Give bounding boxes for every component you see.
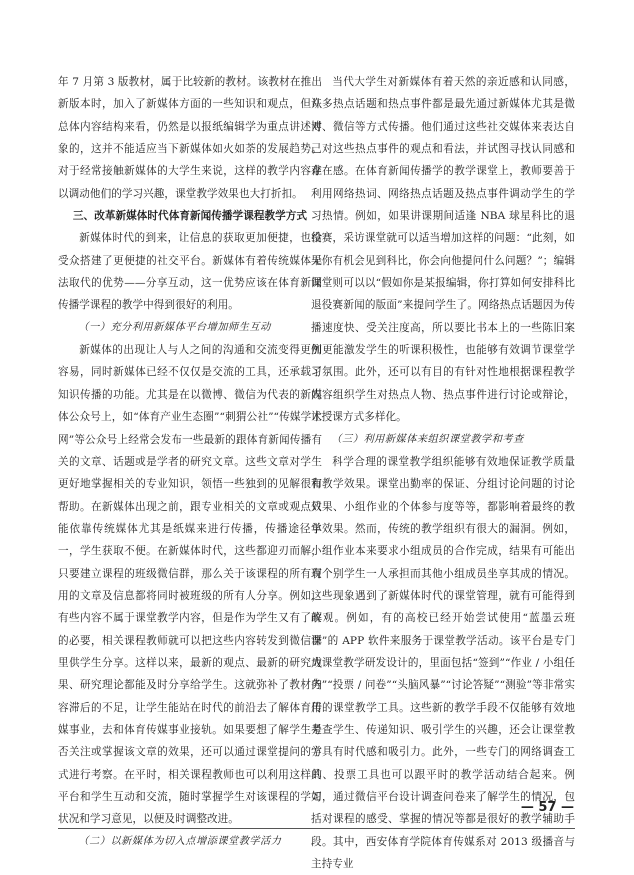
section-3-heading: 三、改革新媒体时代体育新闻传播学课程教学方式 <box>72 210 308 223</box>
subsection-3-heading: （三）利用新媒体来组织课堂教学和考查 <box>331 433 524 445</box>
subsection-2-heading: （二）以新媒体为切入点增添课堂教学活力 <box>78 835 282 847</box>
right-paragraph-2: 科学合理的课堂教学组织能够有效地保证教学质量和教学效果。课堂出勤率的保证、分组讨论问题的讨论效果、小组作业的个体参与度等等，都影响着最终的教学效果。然而，传统的教学组织有很大的漏洞。例如，小组作业本来要求小组成员的合作完成，结果有可能出现个别学生一人承担而其他小组成员坐享其成的情况。这些现象遇到了新媒体时代的课堂管理，就有可能得到改观。例如，有的高校已经开始尝试使用“蓝墨云班课”的 APP 软件来服务于课堂教学活动。该平台是专门为课堂教学研发设计的，里面包括“签到”“作业 / 小组任务”“投票 / 问卷”“头脑风暴”“讨论答疑”“测验”等非常实用的课堂教学工具。这些新的教学手段不仅能够有效地考查学生、传递知识、吸引学生的兴趣，还会让课堂教学具有时代感和吸引力。此外，一些专门的网络调查工具、投票工具也可以跟平时的教学活动结合起来。例如，通过微信平台设计调查问卷来了解学生的情况，包括对课程的感受、掌握的情况等都是很好的教学辅助手段。其中，西安体育学院体育传媒系对 2013 级播音与主持专业 <box>311 455 575 871</box>
left-paragraph-1: 年 7 月第 3 版教材，属于比较新的教材。该教材在推出新版本时，加入了新媒体方面的一些知识和观点，但从总体内容结构来看，仍然是以报纸编辑学为重点讲述对象的，这并不能适应当下新媒体如火如荼的发展趋势。对于经常接触新媒体的大学生来说，这样的教学内容难以调动他们的学习兴趣，课堂教学效果也大打折扣。 <box>58 76 322 200</box>
left-paragraph-2: 新媒体时代的到来，让信息的获取更加便捷，也给受众搭建了更便捷的社交平台。新媒体有着传统媒体无法取代的优势——分享互动，这一优势应该在体育新闻传播学课程的教学中得到很好的利用。 <box>58 232 322 312</box>
subsection-1-heading: （一）充分利用新媒体平台增加师生互动 <box>78 321 271 333</box>
page-number: — 57 — <box>520 800 574 815</box>
left-column <box>58 71 322 853</box>
right-column <box>311 71 575 875</box>
footer-rule <box>58 828 575 829</box>
right-paragraph-1: 当代大学生对新媒体有着天然的亲近感和认同感，许多热点话题和热点事件都是最先通过新媒体尤其是微博、微信等方式传播。他们通过这些社交媒体来表达自己对这些热点事件的观点和看法，并试图寻找认同感和存在感。在体育新闻传播学的教学课堂上，教师要善于利用网络热词、网络热点话题及热点事件调动学生的学习热情。例如，如果讲课期间适逢 NBA 球星科比的退役赛，采访课堂就可以适当增加这样的问题：“此刻，如果你有机会见到科比，你会向他提问什么问题？”；编辑课堂则可以以“假如你是某报编辑，你打算如何安排科比退役赛新闻的版面”来提问学生了。网络热点话题因为传播速度快、受关注度高，所以要比书本上的一些陈旧案例更能激发学生的听课积极性，也能够有效调节课堂学习氛围。此外，还可以有目的有针对性地根据课程教学内容组织学生对热点人物、热点事件进行讨论或辩论，让授课方式多样化。 <box>311 76 575 424</box>
left-paragraph-3: 新媒体的出现让人与人之间的沟通和交流变得更加容易，同时新媒体已经不仅仅是交流的工具，还承载了知识传播的功能。尤其是在以微博、微信为代表的新媒体公众号上，如“体育产业生态圈”“刺猬公社”“传媒学术网”等公众号上经常会发布一些最新的跟体育新闻传播有关的文章、话题或是学者的研究文章。这些文章对学生更好地掌握相关的专业知识，领悟一些独到的见解很有帮助。在新媒体出现之前，跟专业相关的文章或观点只能依靠传统媒体尤其是纸媒来进行传播，传播途径单一，学生获取不便。在新媒体时代，这些都迎刃而解，只要建立课程的班级微信群，那么关于该课程的所有有用的文章及信息都将同时被班级的所有人分享。例如，有些内容不属于课堂教学内容，但是作为学生又有了解的必要，相关课程教师就可以把这些内容转发到微信群里供学生分享。这样以来，最新的观点、最新的研究成果、研究理论都能及时分享给学生。这就弥补了教材内容滞后的不足，让学生能站在时代的前沿去了解体育传媒事业，去和体育传媒事业接轨。如果要想了解学生是否关注或掌握该文章的效果，还可以通过课堂提问的方式进行考察。在平时，相关课程教师也可以利用这样的平台和学生互动和交流，随时掌握学生对该课程的学习状况和学习意见，以便及时调整改进。 <box>58 344 322 826</box>
